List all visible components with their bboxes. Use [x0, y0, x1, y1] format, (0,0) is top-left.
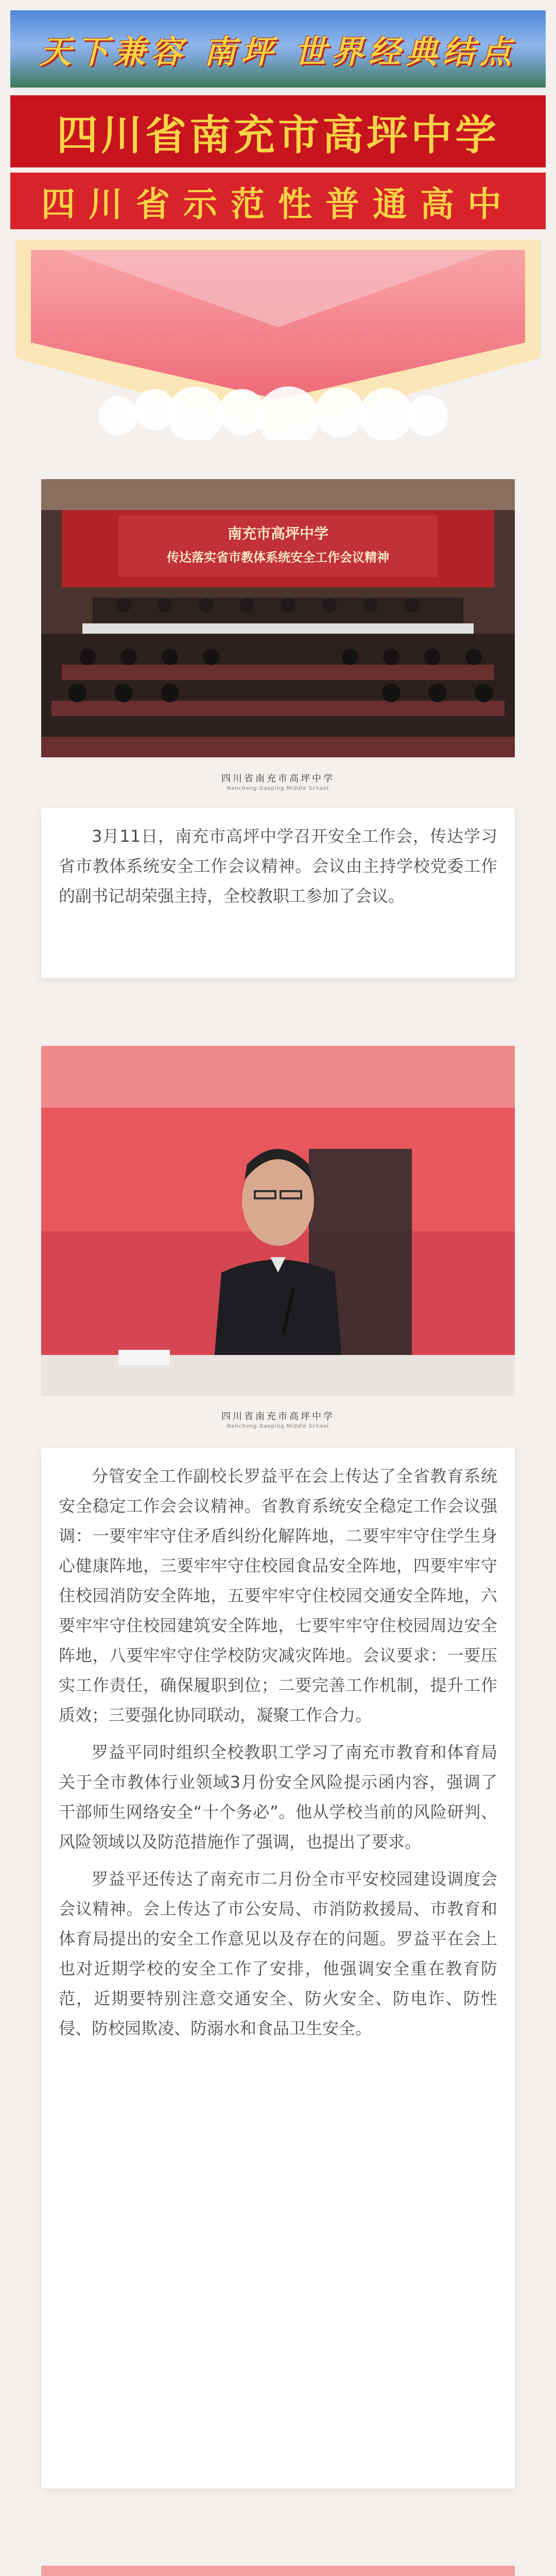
school-name-text: 四川省南充市高坪中学 — [57, 111, 499, 159]
screen-line2: 传达落实省市教体系统安全工作会议精神 — [167, 550, 389, 565]
meeting-photo — [41, 479, 515, 757]
school-name-banner — [10, 95, 546, 167]
photo2-caption-en: Nanchong Gaoping Middle School — [227, 1423, 329, 1429]
paragraph-intro: 3月11日，南充市高坪中学召开安全工作会，传达学习省市教体系统安全工作会议精神。会议由主持学校党委工作的副书记胡荣强主持，全校教职工参加了会议。 — [59, 826, 497, 906]
paragraph-risk-notice: 罗益平同时组织全校教职工学习了南充市教育和体育局关于全市教体行业领域3月份安全风险提示函内容，强调了干部师生网络安全“十个务必”。他从学校当前的风险研判、风险领域以及防范措施作了强调，也提出了要求。 — [59, 1742, 497, 1852]
slogan-banner — [10, 10, 546, 88]
school-honor-text: 四川省示范性普通高中 — [41, 184, 515, 224]
school-honor-banner — [10, 173, 546, 229]
paragraph-city-meeting: 罗益平还传达了南充市二月份全市平安校园建设调度会会议精神。会上传达了市公安局、市消防救援局、市教育和体育局提出的安全工作意见以及存在的问题。罗益平在会上也对近期学校的安全工作了安排，他强调安全重在教育防范，近期要特别注意交通安全、防火安全、防电诈、防性侵、防校园欺凌、防溺水和食品卫生安全。 — [59, 1869, 497, 2038]
header-decoration — [0, 234, 556, 440]
speaker1-photo — [41, 1046, 515, 1396]
photo1-caption: 四川省南充市高坪中学 — [221, 773, 335, 784]
paragraph-provincial-meeting: 分管安全工作副校长罗益平在会上传达了全省教育系统安全稳定工作会会议精神。省教育系统安全稳定工作会议强调：一要牢牢守住矛盾纠纷化解阵地，二要牢牢守住学生身心健康阵地，三要牢牢守住校园食品安全阵地，四要牢牢守住校园消防安全阵地，五要牢牢守住校园交通安全阵地，六要牢牢守住校园建筑安全阵地，七要牢牢守住校园周边安全阵地，八要牢牢守住学校防灾减灾阵地。会议要求：一要压实工作责任，确保履职到位；二要完善工作机制，提升工作质效；三要强化协同联动，凝聚工作合力。 — [59, 1466, 497, 1725]
photo1-caption-en: Nanchong Gaoping Middle School — [227, 786, 329, 791]
screen-line1: 南充市高坪中学 — [227, 525, 329, 542]
speaker2-photo — [41, 2566, 515, 2576]
slogan-text: 天下兼容 南坪 世界经典结点 — [39, 32, 517, 71]
body-card — [41, 1448, 515, 2488]
photo2-caption: 四川省南充市高坪中学 — [221, 1411, 335, 1422]
intro-card — [41, 808, 515, 978]
